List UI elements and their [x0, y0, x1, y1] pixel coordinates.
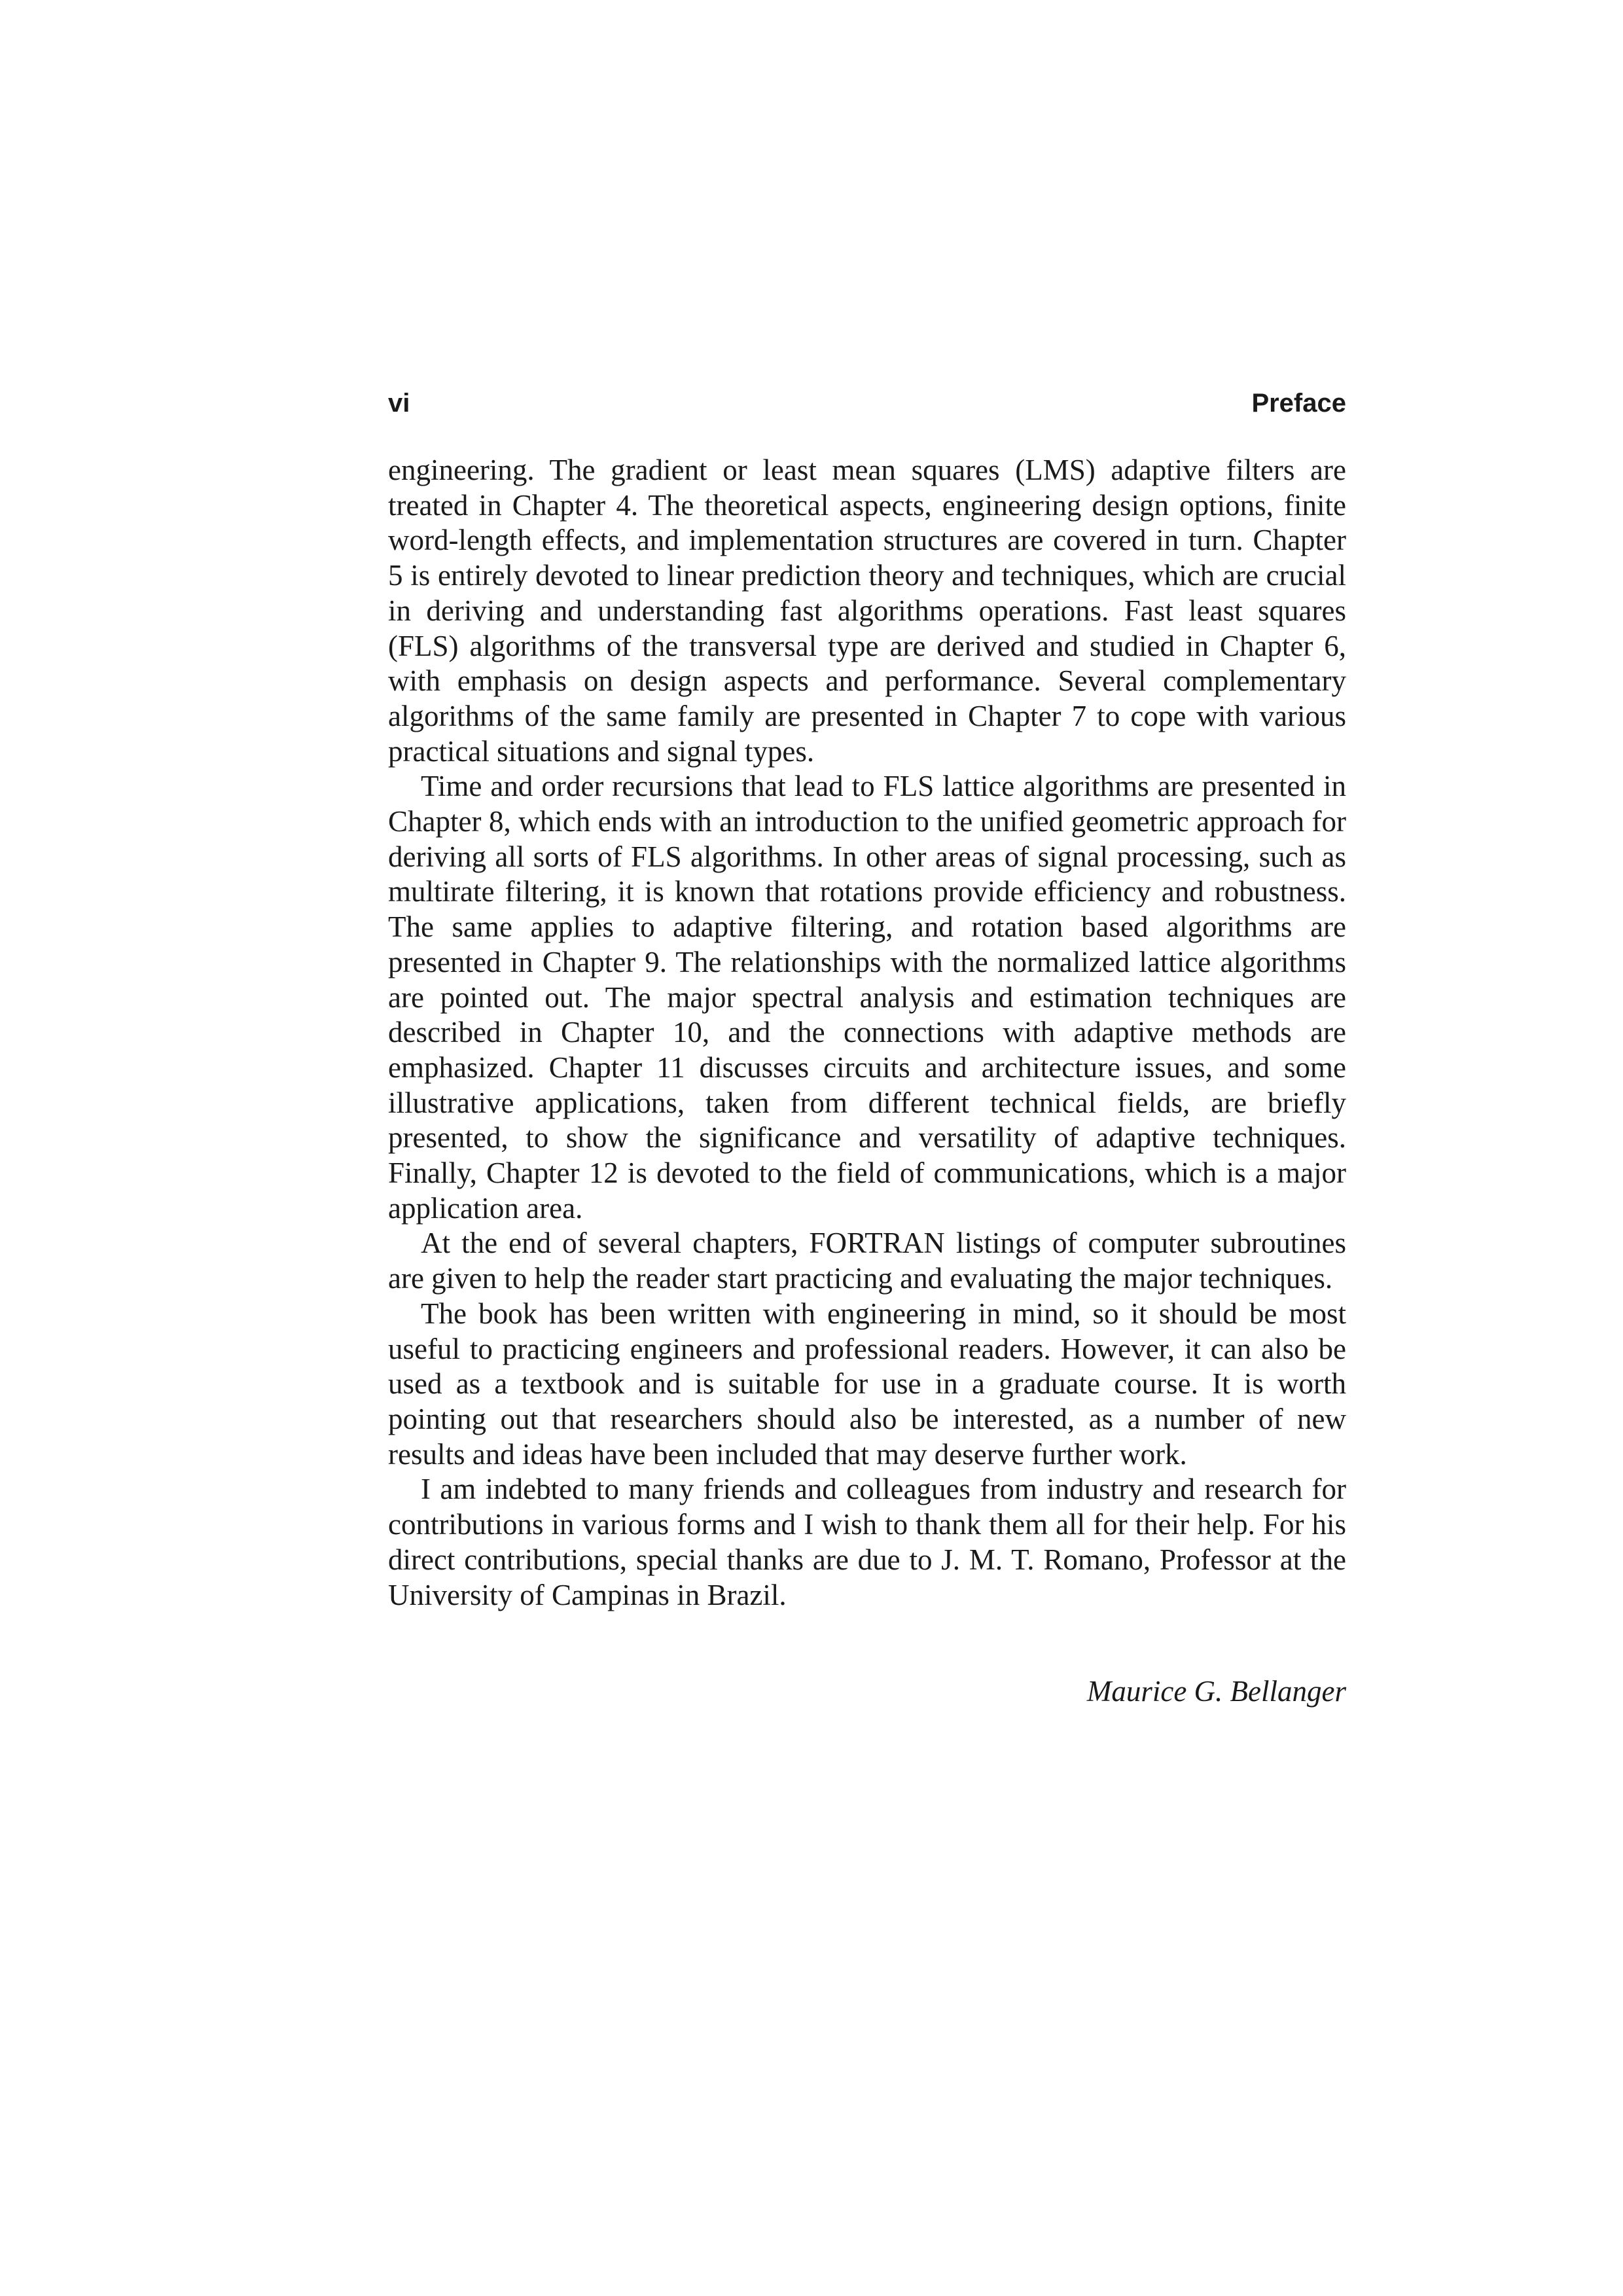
author-signature: Maurice G. Bellanger	[1086, 1675, 1346, 1708]
page-header	[388, 385, 1346, 422]
paragraph: I am indebted to many friends and colleagues from industry and research for contributions in various forms and I wish to thank them all for their help. For his direct contributions, special thanks are due to J. M. T. Romano, Professor at the University of Campinas in Brazil.	[388, 1473, 1346, 1611]
paragraph: engineering. The gradient or least mean squares (LMS) adaptive filters are treated in Chapter 4. The theoretical aspects, engineering design options, finite word-length effects, and implementation structures are covered in turn. Chapter 5 is entirely devoted to linear prediction theory and techniques, which are crucial in deriving and understanding fast algorithms operations. Fast least squares (FLS) algorithms of the transversal type are derived and studied in Chapter 6, with emphasis on design aspects and performance. Several complementary algorithms of the same family are presented in Chapter 7 to cope with various practical situations and signal types.	[388, 454, 1346, 768]
preface-body	[388, 453, 1346, 1613]
paragraph: Time and order recursions that lead to FLS lattice algorithms are presented in Chapter 8, which ends with an introduction to the unified geometric approach for deriving all sorts of FLS algorithms. In other areas of signal processing, such as multirate filtering, it is known that rotations provide efficiency and robustness. The same applies to adaptive filtering, and rotation based algorithms are presented in Chapter 9. The relationships with the normalized lattice algorithms are pointed out. The major spectral analysis and estimation techniques are described in Chapter 10, and the connections with adaptive methods are emphasized. Chapter 11 discusses circuits and architecture issues, and some illustrative applications, taken from different technical fields, are briefly presented, to show the significance and versatility of adaptive techniques. Finally, Chapter 12 is devoted to the field of communications, which is a major application area.	[388, 770, 1346, 1225]
running-title: Preface	[1251, 389, 1346, 418]
paragraph: The book has been written with engineering in mind, so it should be most useful to practicing engineers and professional readers. However, it can also be used as a textbook and is suitable for use in a graduate course. It is worth pointing out that researchers should also be interested, as a number of new results and ideas have been included that may deserve further work.	[388, 1297, 1346, 1471]
paragraph: At the end of several chapters, FORTRAN listings of computer subroutines are given to help the reader start practicing and evaluating the major techniques.	[388, 1227, 1346, 1295]
page-number: vi	[388, 389, 410, 418]
